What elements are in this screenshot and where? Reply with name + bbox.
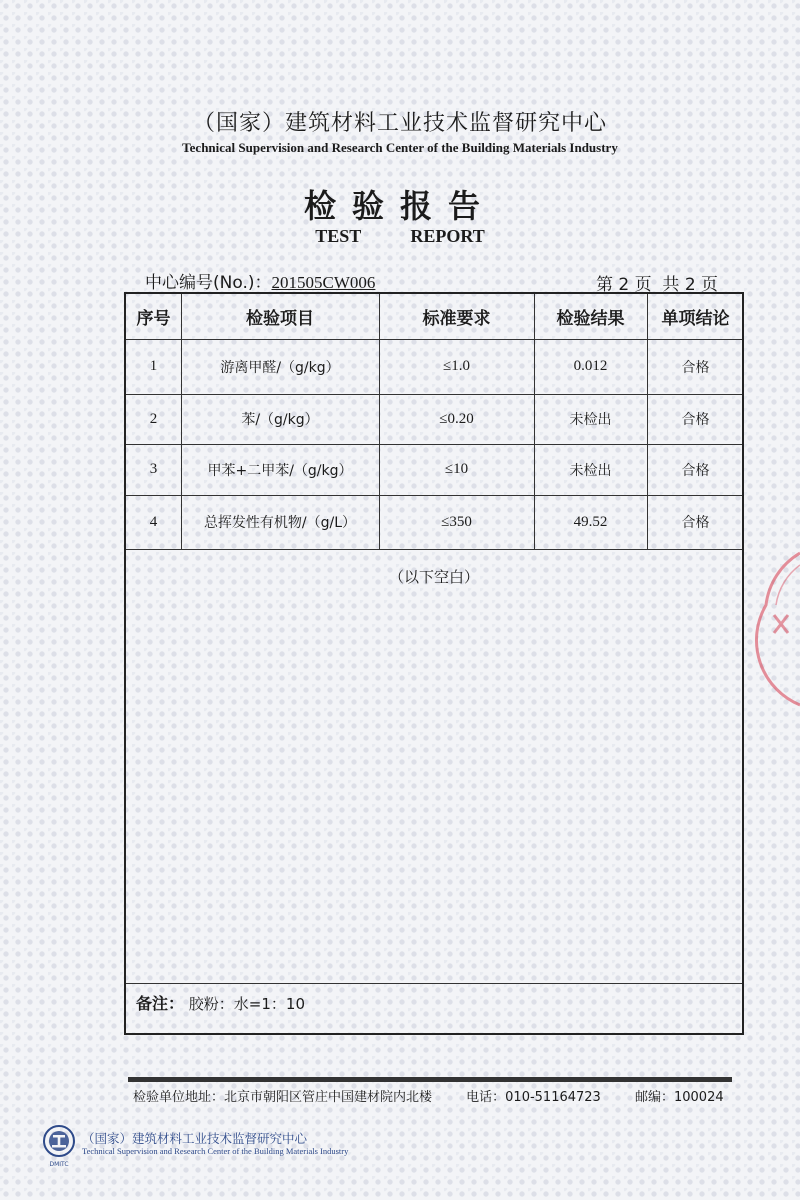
row-no: 2: [149, 410, 158, 427]
report-number-label: 中心编号(No.)：: [145, 273, 272, 293]
remark: [136, 991, 305, 1014]
report-number-value: 201505CW006: [271, 273, 376, 292]
header-result: 检验结果: [556, 309, 625, 329]
organization-name-cn: （国家）建筑材料工业技术监督研究中心: [192, 111, 607, 136]
remark-label: 备注：: [136, 994, 185, 1013]
row-verdict: 合格: [681, 412, 710, 428]
report-number: [145, 268, 375, 293]
logo-abbr: DMITC: [49, 1161, 69, 1168]
footer-org-name-en: Technical Supervision and Research Center of the Building Materials Industry: [82, 1146, 349, 1156]
row-no: 3: [149, 461, 158, 477]
header-item: 检验项目: [246, 309, 314, 329]
row-no: 4: [149, 513, 158, 530]
footer-rule: [128, 1077, 732, 1082]
report-title-cn: 检验报告: [303, 187, 496, 225]
header-verdict: 单项结论: [661, 309, 730, 329]
blank-below-note: （以下空白）: [388, 568, 479, 586]
report-title-en: TEST REPORT: [315, 226, 485, 246]
header-no: 序号: [136, 309, 171, 329]
center-logo-icon: [40, 1124, 78, 1172]
row-requirement: ≤10: [444, 461, 469, 477]
row-result: 未检出: [569, 462, 612, 479]
row-verdict: 合格: [681, 359, 710, 376]
row-no: 1: [149, 358, 158, 374]
row-requirement: ≤1.0: [443, 358, 470, 374]
row-verdict: 合格: [681, 462, 710, 479]
row-verdict: 合格: [681, 515, 710, 531]
row-result: 49.52: [573, 513, 608, 530]
footer-phone: 电话：010-51164723: [466, 1090, 601, 1105]
footer-postcode: 邮编：100024: [634, 1090, 724, 1105]
row-requirement: ≤350: [441, 513, 472, 530]
header-requirement: 标准要求: [422, 309, 491, 329]
remark-text: 胶粉：水=1：10: [188, 995, 305, 1013]
row-requirement: ≤0.20: [439, 410, 474, 427]
row-item: 甲苯+二甲苯/（g/kg）: [207, 462, 353, 479]
table-rule: [126, 549, 742, 550]
footer-org-name-cn: （国家）建筑材料工业技术监督研究中心: [82, 1131, 308, 1146]
red-seal-stamp: [752, 545, 800, 715]
organization-name-en: Technical Supervision and Research Center of the Building Materials Industry: [182, 140, 618, 155]
footer-address: 检验单位地址：北京市朝阳区管庄中国建材院内北楼: [133, 1090, 433, 1105]
footer-contact: [133, 1086, 754, 1105]
row-result: 0.012: [573, 358, 608, 374]
row-item: 游离甲醛/（g/kg）: [220, 359, 340, 376]
row-item: 苯/（g/kg）: [241, 412, 319, 428]
row-result: 未检出: [569, 412, 612, 428]
results-table: [124, 292, 744, 1035]
row-item: 总挥发性有机物/（g/L）: [203, 515, 357, 531]
remark-rule: [126, 983, 742, 984]
page-count: 第 2 页 共 2 页: [596, 275, 719, 295]
